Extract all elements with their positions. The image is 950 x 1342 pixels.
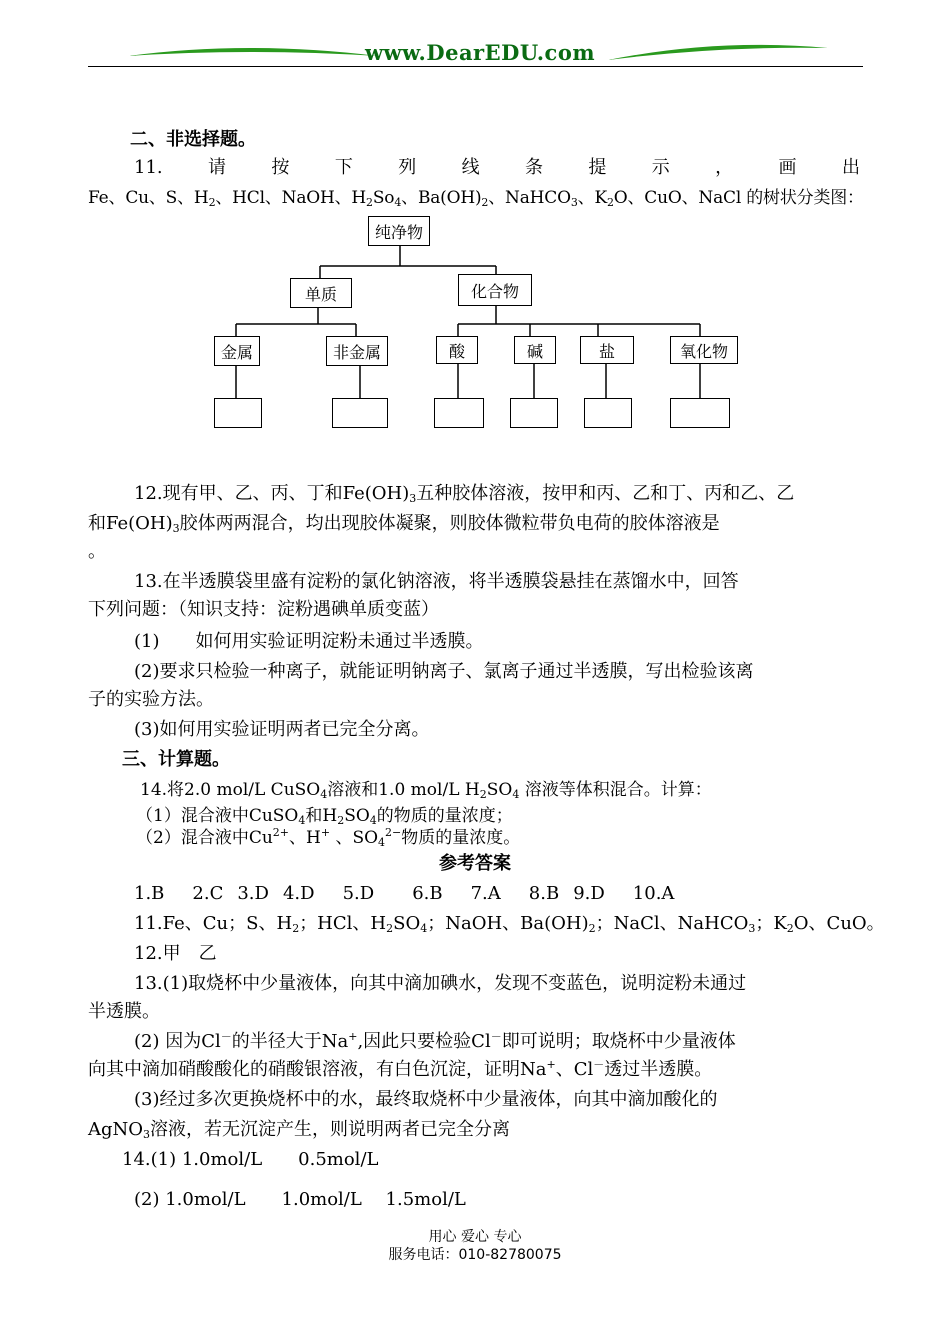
q11-char: 出 [841, 157, 860, 178]
answers-title: 参考答案 [439, 853, 511, 874]
q13-part3: (3)如何用实验证明两者已完全分离。 [134, 719, 430, 740]
q14-text: SO [344, 806, 370, 826]
q14-sub: 4 [378, 836, 386, 849]
q11-line1 [134, 156, 860, 180]
q14-part1 [136, 804, 513, 828]
q12-text: 12.现有甲、乙、丙、丁和Fe(OH) [134, 483, 410, 504]
tree-node-compounds: 化合物 [458, 274, 532, 306]
answer-13-2a [134, 1030, 736, 1054]
tree-node-oxide: 氧化物 [670, 336, 738, 364]
classification-tree [200, 212, 760, 442]
answer-box-acid [434, 398, 484, 428]
site-logo: www.DearEDU.com [364, 40, 596, 65]
answer-sup: － [593, 1058, 605, 1071]
q14-text: 物质的量浓度。 [401, 828, 521, 848]
q14-sub: 4 [298, 814, 306, 827]
answer-sup: － [220, 1030, 232, 1043]
mc-answer: 2.C [192, 883, 224, 904]
q11-char: 下 [334, 157, 353, 178]
q14-sup: 2− [385, 826, 402, 839]
answer-sub: 2 [588, 922, 596, 935]
mc-answer: 4.D [282, 883, 315, 904]
q12-text: 五种胶体溶液，按甲和丙、乙和丁、丙和乙、乙 [416, 483, 795, 504]
header-rule [88, 66, 863, 67]
q11-char: 请 [208, 157, 227, 178]
q11-char: 条 [524, 157, 543, 178]
q14-text: 14.将2.0 mol/L CuSO [140, 780, 321, 800]
q14-text: 溶液和1.0 mol/L H [327, 780, 480, 800]
tree-node-metal: 金属 [214, 336, 260, 366]
answer-13-2b [88, 1058, 712, 1082]
q14-sub: 4 [369, 814, 377, 827]
q14-text: SO [486, 780, 513, 800]
mc-answer: 3.D [237, 883, 269, 904]
q12-line2 [88, 512, 720, 536]
section-title: 三、计算题。 [122, 749, 230, 770]
mc-answers [134, 882, 674, 906]
q12-line1 [134, 482, 794, 506]
q11-char: 按 [271, 157, 290, 178]
tree-node-elements: 单质 [290, 278, 352, 308]
mc-answer: 7.A [470, 883, 501, 904]
q14-text: 、SO [330, 828, 379, 848]
right-swoosh-icon [608, 40, 828, 62]
answer-sub: 2 [786, 922, 794, 935]
answer-text: ；NaOH、Ba(OH) [427, 913, 589, 934]
q14-text: 、H [289, 828, 321, 848]
tree-node-nonmetal: 非金属 [326, 336, 388, 366]
q12-sub: 3 [409, 492, 417, 505]
answer-sub: 2 [386, 922, 394, 935]
answer-text: 透过半透膜。 [604, 1059, 713, 1080]
mc-answer: 6.B [412, 883, 443, 904]
mc-answer: 1.B [134, 883, 165, 904]
mc-answer: 8.B [528, 883, 560, 904]
q12-text: 胶体两两混合，均出现胶体凝聚，则胶体微粒带负电荷的胶体溶液是 [179, 513, 720, 534]
answer-text: SO [393, 913, 421, 934]
tree-node-salt: 盐 [580, 336, 634, 364]
answer-sub: 4 [420, 922, 428, 935]
q11-line2: Fe、Cu、S、$H_2$、HCl、NaOH、$H_2So_4$、$Ba(OH)_2$、NaHCO$_3$、$K_2O$、CuO、NaCl 的树状分类图： [88, 188, 864, 209]
mc-answer: 5.D [342, 883, 375, 904]
answer-box-base [510, 398, 558, 428]
q14-sup: + [320, 826, 331, 839]
left-swoosh-icon [128, 44, 378, 62]
answer-box-nonmetal [332, 398, 388, 428]
answer-text: ；K [755, 913, 787, 934]
q12-line3: 。 [88, 541, 106, 562]
answer-text: (2) 因为Cl [134, 1031, 221, 1052]
q11-char: 画 [778, 157, 797, 178]
q11-char: 线 [461, 157, 480, 178]
q14-text: （1）混合液中CuSO [136, 806, 299, 826]
answer-11 [134, 912, 885, 936]
q14-sub: 2 [337, 814, 345, 827]
q12-sub: 3 [172, 522, 180, 535]
answer-text: ；NaCl、NaHCO [595, 913, 749, 934]
answer-text: ；HCl、H [299, 913, 387, 934]
mc-answer: 10.A [632, 883, 675, 904]
q13-part1: (1) 如何用实验证明淀粉未通过半透膜。 [134, 631, 484, 652]
mc-answer: 9.D [573, 883, 605, 904]
answer-text: 即可说明；取烧杯中少量液体 [501, 1031, 736, 1052]
answer-sub: 2 [292, 922, 300, 935]
answer-text: ,因此只要检验Cl [357, 1031, 491, 1052]
answer-13-1b: 半透膜。 [88, 1001, 160, 1022]
answer-sup: + [546, 1058, 556, 1071]
answer-sub: 3 [748, 922, 756, 935]
answer-box-salt [584, 398, 632, 428]
q14-text: 溶液等体积混合。计算： [519, 780, 712, 800]
answer-box-oxide [670, 398, 730, 428]
q14-sup: 2+ [272, 826, 289, 839]
answer-text: O、CuO。 [793, 913, 885, 934]
section-title: 二、非选择题。 [130, 129, 256, 150]
answer-13-1a: 13.(1)取烧杯中少量液体，向其中滴加碘水，发现不变蓝色，说明淀粉未通过 [134, 973, 747, 994]
answer-text: 、Cl [555, 1059, 594, 1080]
answer-text: 11.Fe、Cu；S、H [134, 913, 293, 934]
q14-sub: 2 [479, 788, 487, 801]
tree-node-base: 碱 [514, 336, 556, 364]
answer-12: 12.甲 乙 [134, 943, 217, 964]
q14-text: （2）混合液中Cu [136, 828, 273, 848]
footer-phone: 服务电话：010-82780075 [388, 1247, 562, 1263]
answer-text: AgNO [88, 1119, 144, 1140]
answer-sub: 3 [143, 1128, 151, 1141]
q14-part2 [136, 826, 520, 850]
page-header [88, 36, 863, 72]
answer-14-1: 14.(1) 1.0mol/L 0.5mol/L [122, 1149, 379, 1170]
tree-node-root: 纯净物 [368, 216, 430, 246]
answer-sup: － [490, 1030, 502, 1043]
q13-part2b: 子的实验方法。 [88, 689, 214, 710]
footer-slogan: 用心 爱心 专心 [428, 1229, 522, 1245]
answer-13-3a: (3)经过多次更换烧杯中的水，最终取烧杯中少量液体，向其中滴加酸化的 [134, 1089, 718, 1110]
q13-line1: 13.在半透膜袋里盛有淀粉的氯化钠溶液，将半透膜袋悬挂在蒸馏水中，回答 [134, 571, 739, 592]
q12-text: 和Fe(OH) [88, 513, 173, 534]
q14-sub: 4 [320, 788, 328, 801]
q11-char: 示 [651, 157, 670, 178]
q14-line1 [140, 778, 712, 802]
answer-sup: + [348, 1030, 358, 1043]
answer-14-2: (2) 1.0mol/L 1.0mol/L 1.5mol/L [134, 1189, 466, 1210]
q11-char: ， [715, 157, 734, 178]
q11-char: 提 [588, 157, 607, 178]
answer-text: 溶液，若无沉淀产生，则说明两者已完全分离 [150, 1119, 511, 1140]
answer-box-metal [214, 398, 262, 428]
answer-text: 向其中滴加硝酸酸化的硝酸银溶液，有白色沉淀，证明Na [88, 1059, 547, 1080]
tree-node-acid: 酸 [436, 336, 478, 364]
q11-char: 列 [398, 157, 417, 178]
answer-13-3b [88, 1118, 510, 1142]
q14-sub: 4 [512, 788, 520, 801]
q13-line2: 下列问题：（知识支持：淀粉遇碘单质变蓝） [88, 599, 439, 620]
q13-part2a: (2)要求只检验一种离子，就能证明钠离子、氯离子通过半透膜，写出检验该离 [134, 661, 754, 682]
q14-text: 的物质的量浓度； [376, 806, 513, 826]
q11-char: 11. [134, 157, 163, 178]
q14-text: 和H [305, 806, 338, 826]
answer-text: 的半径大于Na [231, 1031, 349, 1052]
